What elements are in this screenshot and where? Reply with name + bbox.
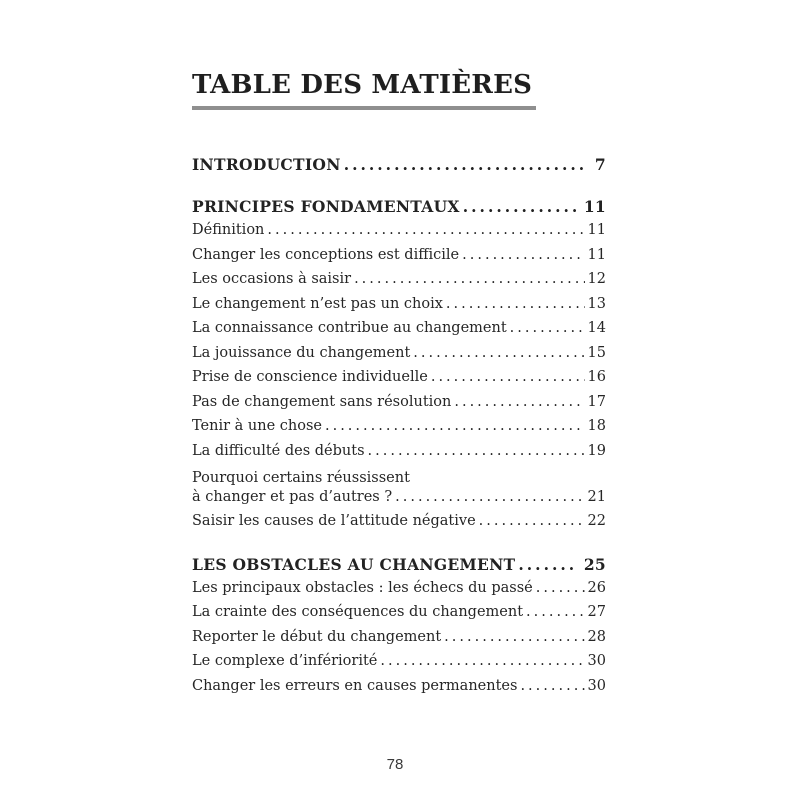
toc-entry-page: 11 — [587, 222, 606, 238]
dot-leader — [431, 369, 585, 385]
toc-entry-page: 14 — [587, 320, 606, 336]
toc-entry-page: 13 — [587, 295, 606, 312]
toc-sub-entry — [192, 513, 606, 538]
toc-sub-entry — [192, 394, 606, 419]
toc-entry-page: 30 — [587, 653, 606, 669]
toc-entry-page: 18 — [587, 418, 606, 434]
toc-entry-label: La connaissance contribue au changement — [192, 320, 507, 336]
dot-leader — [463, 197, 576, 216]
toc-entry-page: 26 — [587, 579, 606, 596]
toc-entry-label: Reporter le début du changement — [192, 628, 442, 645]
dot-leader — [518, 555, 575, 574]
toc-entry-page: 17 — [587, 393, 606, 410]
toc-entry-line1 — [192, 467, 606, 489]
page-title: TABLE DES MATIÈRES — [192, 70, 533, 100]
toc-entry-page: 25 — [583, 554, 606, 574]
toc-entry-page: 30 — [587, 677, 606, 694]
toc-entry-page: 16 — [587, 369, 606, 385]
toc-entry-page: 28 — [587, 628, 606, 645]
folio-page-number: 78 — [386, 756, 404, 773]
dot-leader — [454, 394, 584, 410]
toc-sub-entry — [192, 296, 606, 321]
dot-leader — [354, 271, 584, 287]
dot-leader — [444, 629, 584, 645]
toc-entry-page: 21 — [587, 489, 606, 505]
toc-entry-page: 27 — [587, 604, 606, 620]
toc-entry-page: 7 — [594, 155, 606, 174]
dot-leader — [462, 247, 584, 263]
dot-leader — [267, 222, 584, 238]
toc-entry-label: à changer et pas d’autres ? — [192, 489, 393, 505]
toc-sub-entry — [192, 678, 606, 703]
toc-entry-page: 19 — [587, 442, 606, 459]
toc-entry-label: Tenir à une chose — [192, 418, 322, 434]
dot-leader — [520, 678, 584, 694]
dot-leader — [368, 443, 585, 459]
toc-entry-label: Pourquoi certains réussissent — [192, 470, 410, 486]
dot-leader — [380, 653, 584, 669]
toc-sub-entry — [192, 247, 606, 272]
title-underline-rule — [192, 106, 536, 110]
toc-entry-page: 15 — [587, 344, 606, 361]
toc-sub-entry — [192, 222, 606, 247]
toc-sub-entry — [192, 443, 606, 468]
toc-sub-entry — [192, 418, 606, 443]
toc-content — [192, 70, 606, 702]
toc-entry-label: Les principaux obstacles : les échecs du passé — [192, 579, 533, 596]
toc-section-entry — [192, 555, 606, 580]
toc-entry-label: PRINCIPES FONDAMENTAUX — [192, 197, 460, 216]
toc-entry-line2 — [192, 489, 606, 513]
toc-section-entry — [192, 155, 606, 180]
toc-entry-label: Prise de conscience individuelle — [192, 369, 428, 385]
dot-leader — [510, 320, 585, 336]
toc-entry-label: Pas de changement sans résolution — [192, 393, 452, 410]
toc-entry-label: La difficulté des débuts — [192, 442, 365, 459]
toc-entry-label: Changer les conceptions est difficile — [192, 246, 460, 263]
toc-sub-entry — [192, 345, 606, 370]
toc-entry-label: Le complexe d’infériorité — [192, 653, 378, 669]
dot-leader — [536, 580, 585, 596]
toc-sub-entry — [192, 580, 606, 605]
toc-entry-page: 11 — [587, 246, 606, 263]
dot-leader — [446, 296, 585, 312]
toc-entry-label: Les occasions à saisir — [192, 271, 352, 287]
dot-leader — [413, 345, 584, 361]
toc-entry-label: Changer les erreurs en causes permanentes — [192, 677, 518, 694]
toc-sub-entry — [192, 604, 606, 629]
toc-sub-entry — [192, 271, 606, 296]
dot-leader — [344, 155, 587, 174]
toc-section-entry — [192, 197, 606, 222]
dot-leader — [526, 604, 585, 620]
toc-sub-entry — [192, 467, 606, 513]
toc-entry-label: Le changement n’est pas un choix — [192, 295, 443, 312]
toc-sub-entry — [192, 369, 606, 394]
toc-entry-label: INTRODUCTION — [192, 155, 341, 174]
toc-entry-page: 12 — [587, 271, 606, 287]
toc-sub-entry — [192, 320, 606, 345]
toc-sub-entry — [192, 629, 606, 654]
table-of-contents — [192, 155, 606, 702]
toc-entry-label: Définition — [192, 222, 265, 238]
toc-entry-page: 11 — [583, 197, 606, 216]
dot-leader — [325, 418, 585, 434]
dot-leader — [479, 513, 585, 529]
toc-entry-label: La crainte des conséquences du changement — [192, 604, 524, 620]
toc-entry-label: La jouissance du changement — [192, 344, 411, 361]
toc-sub-entry — [192, 653, 606, 678]
toc-entry-label: LES OBSTACLES AU CHANGEMENT — [192, 554, 516, 574]
dot-leader — [395, 489, 584, 505]
toc-entry-label: Saisir les causes de l’attitude négative — [192, 513, 476, 529]
toc-entry-page: 22 — [587, 513, 606, 529]
